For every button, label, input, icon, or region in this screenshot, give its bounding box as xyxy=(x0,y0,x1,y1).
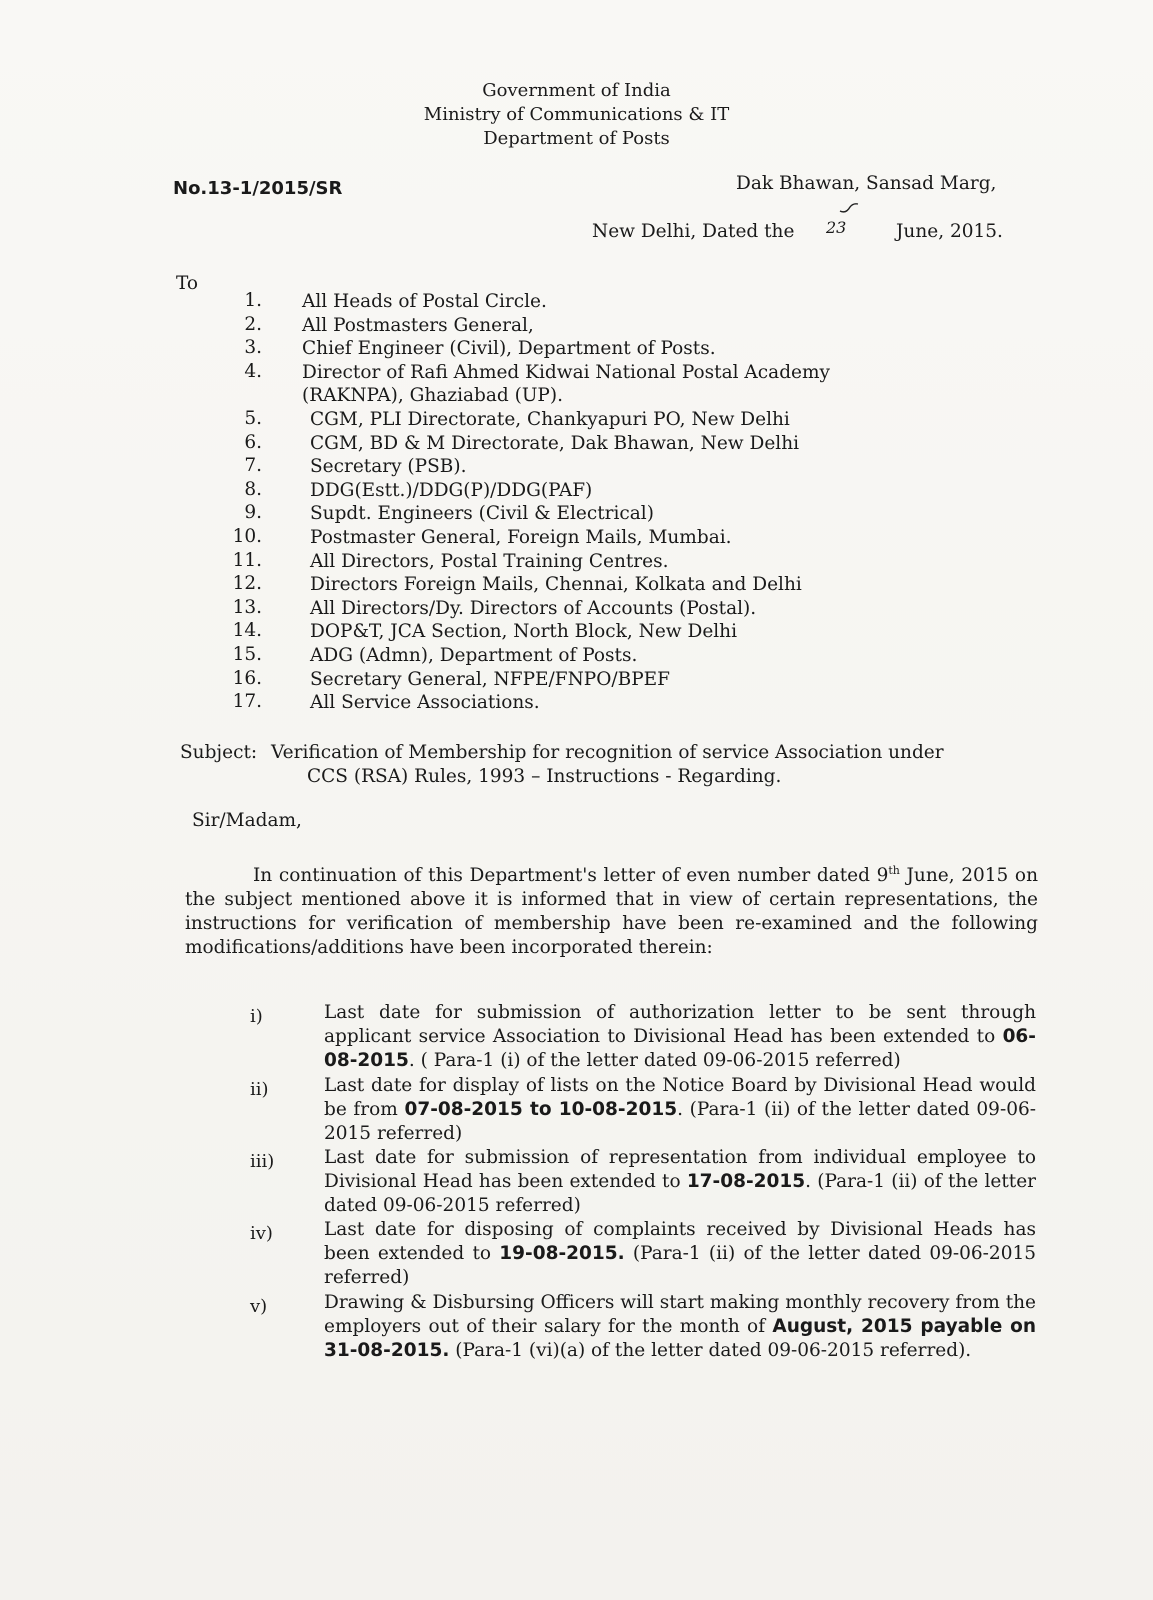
intro-part-1: In continuation of this Department's letter of even number dated 9 xyxy=(253,865,889,887)
recipient-item: All Directors, Postal Training Centres. xyxy=(310,551,669,572)
recipient-number: 17. xyxy=(232,691,262,712)
point-number: iii) xyxy=(250,1151,275,1172)
point-text xyxy=(324,1074,1036,1146)
recipient-item: All Heads of Postal Circle. xyxy=(302,291,547,312)
point-text-post: . (Para-1 (ii) of the letter dated 09-06-2015 referred) xyxy=(324,1171,1036,1216)
date-day-handwritten: 23 xyxy=(826,218,847,237)
recipient-number: 4. xyxy=(244,361,262,382)
point-text-pre: Last date for submission of representation from individual employee to Divisional Head has been extended to xyxy=(324,1147,1036,1192)
header-department: Department of Posts xyxy=(483,128,670,149)
recipient-number: 11. xyxy=(232,550,262,571)
recipient-number: 5. xyxy=(244,408,262,429)
recipient-item: Chief Engineer (Civil), Department of Posts. xyxy=(302,338,716,359)
point-text-post: (Para-1 (ii) of the letter dated 09-06-2015 referred) xyxy=(324,1243,1037,1288)
header-government: Government of India xyxy=(482,80,671,101)
recipient-number: 10. xyxy=(232,526,262,547)
recipient-item: Postmaster General, Foreign Mails, Mumbai. xyxy=(310,527,732,548)
date-suffix: June, 2015. xyxy=(896,221,1003,242)
point-number: i) xyxy=(250,1006,263,1027)
salutation: Sir/Madam, xyxy=(192,810,302,831)
handwritten-tick-icon xyxy=(838,200,860,214)
intro-superscript: th xyxy=(888,864,900,877)
recipient-item: All Postmasters General, xyxy=(302,315,534,336)
point-text-pre: Last date for submission of authorization letter to be sent through applicant service Association to Divisional Head has been extended to xyxy=(324,1002,1036,1047)
recipient-item: All Service Associations. xyxy=(310,692,540,713)
point-text xyxy=(324,1218,1036,1290)
recipient-item: Director of Rafi Ahmed Kidwai National Postal Academy xyxy=(302,362,830,383)
recipient-item: DDG(Estt.)/DDG(P)/DDG(PAF) xyxy=(310,480,593,501)
recipient-number: 12. xyxy=(232,573,262,594)
to-label: To xyxy=(176,273,199,294)
subject-line-1: Verification of Membership for recognition of service Association under xyxy=(271,742,944,763)
recipient-number: 14. xyxy=(232,620,262,641)
recipient-item: Secretary (PSB). xyxy=(310,456,467,477)
recipient-item: Secretary General, NFPE/FNPO/BPEF xyxy=(310,669,671,690)
recipient-number: 8. xyxy=(244,479,262,500)
intro-part-2: June, 2015 on the subject mentioned above it is informed that in view of certain representations, the instructions for verification of membership have been re-examined and the following modifications/additions have been incorporated therein: xyxy=(185,865,1038,959)
point-number: iv) xyxy=(250,1223,273,1244)
recipient-number: 16. xyxy=(232,668,262,689)
point-date-bold: August, 2015 payable on 31-08-2015. xyxy=(324,1316,1037,1361)
point-text xyxy=(324,1146,1036,1218)
point-number: ii) xyxy=(250,1079,269,1100)
subject-line-2: CCS (RSA) Rules, 1993 – Instructions - Regarding. xyxy=(307,766,782,787)
point-text xyxy=(324,1001,1036,1073)
recipient-item: (RAKNPA), Ghaziabad (UP). xyxy=(302,385,563,406)
recipient-number: 1. xyxy=(244,290,262,311)
point-date-bold: 06-08-2015 xyxy=(324,1026,1036,1071)
recipient-item: DOP&T, JCA Section, North Block, New Delhi xyxy=(310,621,738,642)
recipient-number: 13. xyxy=(232,597,262,618)
date-prefix: New Delhi, Dated the xyxy=(592,221,795,242)
recipient-item: Directors Foreign Mails, Chennai, Kolkata and Delhi xyxy=(310,574,802,595)
recipient-item: CGM, PLI Directorate, Chankyapuri PO, New Delhi xyxy=(310,409,790,430)
point-text-post: . ( Para-1 (i) of the letter dated 09-06-2015 referred) xyxy=(408,1050,901,1071)
recipient-number: 9. xyxy=(244,502,262,523)
recipient-number: 3. xyxy=(244,337,262,358)
point-date-bold: 17-08-2015 xyxy=(686,1171,806,1192)
subject-label: Subject: xyxy=(180,742,258,763)
recipient-item: All Directors/Dy. Directors of Accounts (Postal). xyxy=(310,598,757,619)
point-text-post: . (Para-1 (ii) of the letter dated 09-06-2015 referred) xyxy=(324,1099,1036,1144)
point-date-bold: 07-08-2015 to 10-08-2015 xyxy=(404,1099,678,1120)
recipient-number: 7. xyxy=(244,455,262,476)
recipient-number: 2. xyxy=(244,314,262,335)
point-text xyxy=(324,1291,1036,1363)
point-date-bold: 19-08-2015. xyxy=(499,1243,625,1264)
point-number: v) xyxy=(250,1296,268,1317)
point-text-pre: Drawing & Disbursing Officers will start making monthly recovery from the employers out of their salary for the month of xyxy=(324,1292,1036,1337)
point-text-pre: Last date for disposing of complaints received by Divisional Heads has been extended to xyxy=(324,1219,1036,1264)
reference-number: No.13-1/2015/SR xyxy=(173,178,343,199)
recipient-item: ADG (Admn), Department of Posts. xyxy=(310,645,638,666)
intro-paragraph xyxy=(185,859,1038,960)
recipient-number: 15. xyxy=(232,644,262,665)
header-ministry: Ministry of Communications & IT xyxy=(423,104,730,125)
recipient-item: Supdt. Engineers (Civil & Electrical) xyxy=(310,503,654,524)
point-text-post: (Para-1 (vi)(a) of the letter dated 09-06-2015 referred). xyxy=(449,1340,972,1361)
point-text-pre: Last date for display of lists on the Notice Board by Divisional Head would be from xyxy=(324,1075,1036,1120)
recipient-number: 6. xyxy=(244,432,262,453)
address-line: Dak Bhawan, Sansad Marg, xyxy=(736,173,997,194)
recipient-item: CGM, BD & M Directorate, Dak Bhawan, New Delhi xyxy=(310,433,800,454)
